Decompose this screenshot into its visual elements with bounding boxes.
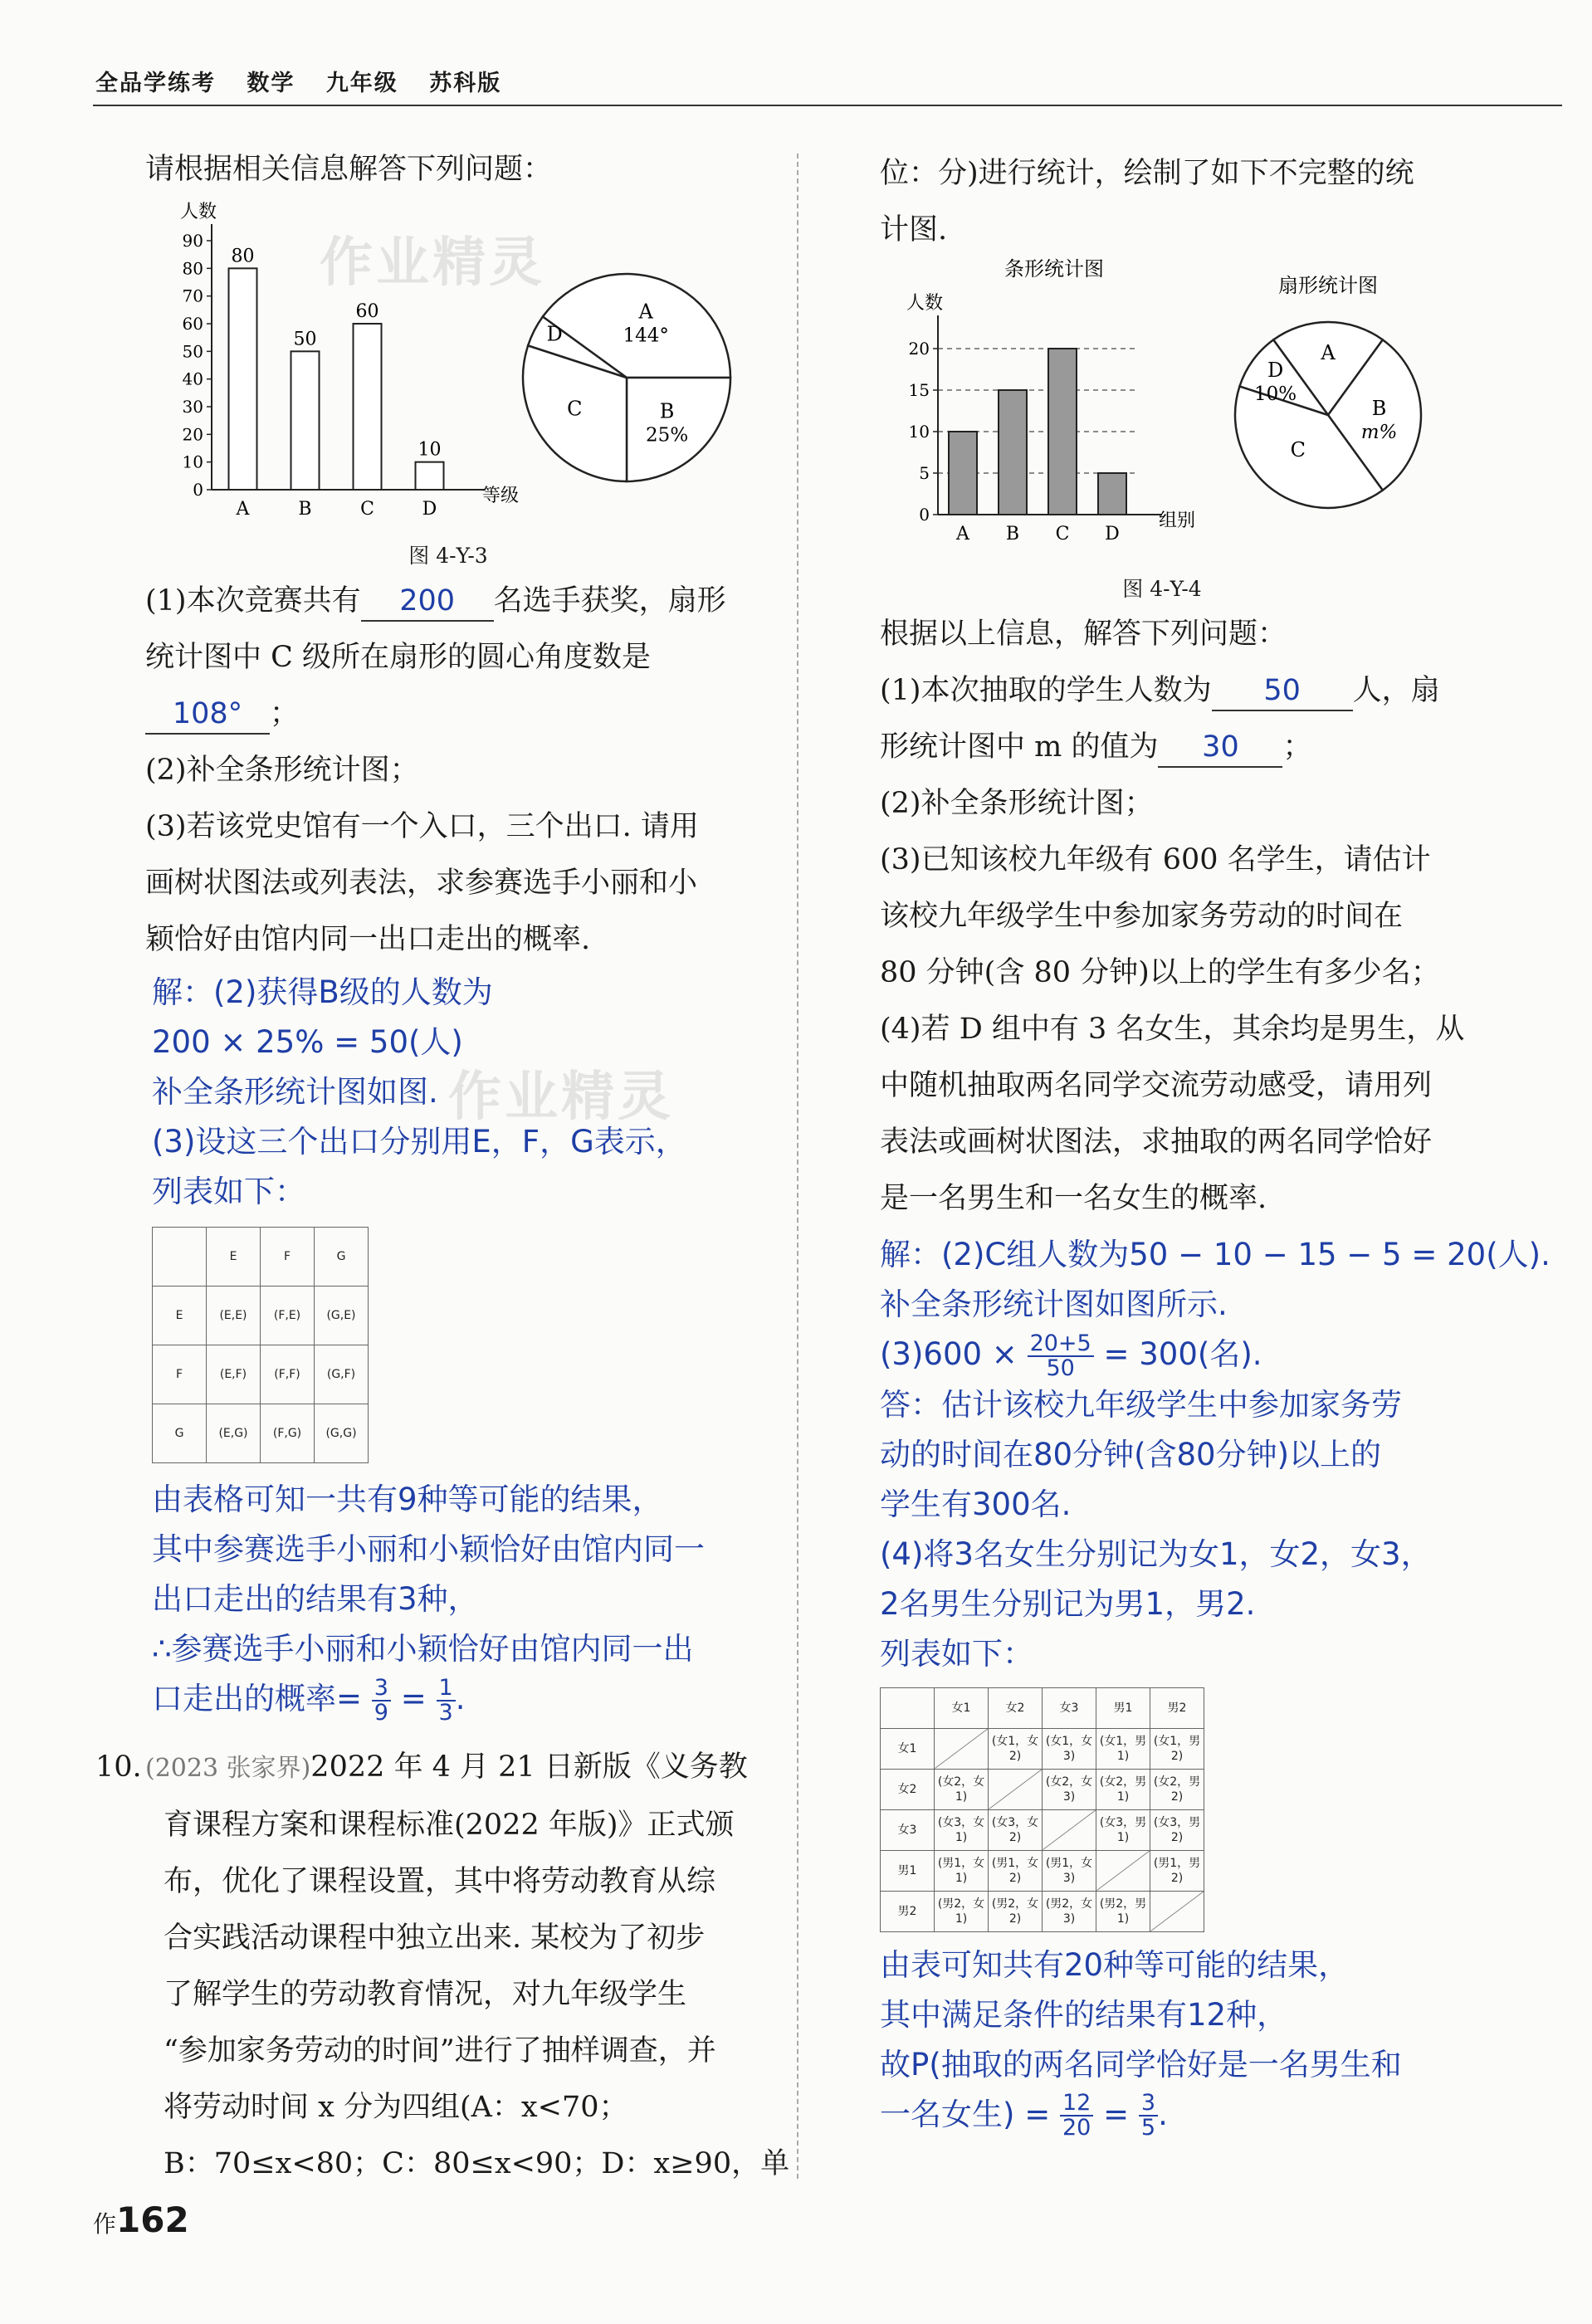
solution-final: 口走出的概率= $\frac{3}{9}$ = $\frac{1}{3}$ . [152,1674,466,1726]
question-line: 位：分)进行统计，绘制了如下不完整的统 [880,157,1414,190]
footer-prefix: 作 [93,2210,117,2238]
table-header: F [261,1228,315,1286]
q2-text: (2)补全条形统计图； [880,787,1154,820]
page-number: 162 [116,2200,189,2240]
table-header: G [315,1228,369,1286]
q3-text: 画树状图法或列表法，求参赛选手小丽和小 [145,867,698,900]
y-tick-label: 40 [182,369,203,389]
solution-line: 列表如下： [880,1635,1033,1672]
chart-title: 扇形统计图 [1278,274,1378,297]
solution-line: 补全条形统计图如图. [152,1074,438,1110]
q3-text: (3)若该党史馆有一个入口，三个出口. 请用 [145,810,699,843]
pie-label: B [659,399,675,423]
table-row: F (E,F) (F,F) (G,F) [153,1345,369,1404]
solution-line: 补全条形统计图如图所示. [880,1286,1228,1322]
y-tick-label: 70 [182,286,203,306]
q1-text: 人，扇 [1352,674,1440,707]
solution-line: (3)设这三个出口分别用E，F，G表示， [152,1124,686,1160]
q3-text: 该校九年级学生中参加家务劳动的时间在 [880,900,1404,933]
intro-text: 请根据相关信息解答下列问题： [145,153,553,186]
x-tick-label: C [360,499,374,520]
question-source: (2023 张家界) [145,1754,311,1783]
question-number: 10. [95,1750,142,1784]
table-row: G (E,G) (F,G) (G,G) [153,1404,369,1463]
pie-annotation: m% [1360,422,1398,443]
q1-text: 统计图中 C 级所在扇形的圆心角度数是 [145,641,652,674]
right-column-top [880,145,1511,258]
x-tick-label: D [422,499,437,520]
bar-D [1098,473,1126,515]
bar-A [949,432,977,515]
solution-line: 答：估计该校九年级学生中参加家务劳 [880,1386,1402,1423]
x-axis-label: 等级 [481,486,520,506]
x-tick-label: D [1105,524,1120,544]
bar-A [229,268,257,490]
solution-line: 解：(2)C组人数为50 − 10 − 15 − 5 = 20(人). [880,1237,1550,1272]
solution-line: 其中满足条件的结果有12种， [880,1996,1288,2033]
x-tick-label: A [956,524,969,544]
x-axis-label: 组别 [1158,510,1196,531]
pie-label: C [567,397,583,421]
pie-annotation: 10% [1254,383,1297,405]
y-tick-label: 90 [182,231,203,251]
solution-line: (3)600 × $\frac{20+5}{50}$ = 300(名). [880,1330,1262,1381]
data-label: 50 [293,329,317,350]
q3-text: 颖恰好由馆内同一出口走出的概率. [145,923,591,956]
question-line: 育课程方案和课程标准(2022 年版)》正式颁 [164,1809,735,1842]
y-axis-label: 人数 [179,202,217,222]
q4-text: 中随机抽取两名同学交流劳动感受，请用列 [880,1069,1433,1102]
x-tick-label: C [1055,524,1070,544]
right-pie-chart [1220,266,1436,515]
grade: 九年级 [325,71,398,96]
figure-caption: 图 4-Y-4 [1122,577,1202,601]
x-tick-label: B [1005,524,1020,544]
y-tick-label: 20 [908,339,930,359]
y-tick-label: 0 [919,505,930,525]
series-name: 全品学练考 [95,71,216,96]
q4-text: 是一名男生和一名女生的概率. [880,1182,1267,1215]
q4-text: (4)若 D 组中有 3 名女生，其余均是男生，从 [880,1013,1465,1046]
q2-text: (2)补全条形统计图； [145,754,419,787]
left-pie-chart [515,266,739,490]
y-tick-label: 15 [908,380,930,400]
watermark: 作业精灵 [320,232,545,294]
header-rule [93,105,1562,106]
page-footer [93,2200,189,2240]
solution-line: ∴参赛选手小丽和小颖恰好由馆内同一出 [152,1631,694,1667]
pie-label: A [638,300,653,324]
data-label: 80 [231,246,255,267]
left-bar-chart [145,202,520,527]
y-tick-label: 10 [908,422,930,442]
question-line: 将劳动时间 x 分为四组(A：x<70； [164,2091,628,2124]
table-row: 女2 (女2，女1) (女2，女3) (女2，男1) (女2，男2) [881,1769,1204,1809]
solution-line: 动的时间在80分钟(含80分钟)以上的 [880,1436,1382,1472]
question-line: “参加家务劳动的时间”进行了抽样调查，并 [164,2034,716,2068]
table-row: 男2 (男2，女1) (男2，女2) (男2，女3) (男2，男1) [881,1891,1204,1931]
answer-blank-angle: 108° [145,695,270,735]
question-line: 计图. [880,213,948,247]
solution-line: 学生有300名. [880,1486,1072,1522]
q1-text: (1)本次竞赛共有 [145,584,361,618]
q3-text: (3)已知该校九年级有 600 名学生，请估计 [880,843,1431,876]
bar-B [291,351,320,490]
subject: 数学 [247,71,295,96]
solution-line: 解：(2)获得B级的人数为 [152,974,493,1010]
table-row: 男1 (男1，女1) (男1，女2) (男1，女3) (男1，男2) [881,1850,1204,1891]
intro-text: 根据以上信息，解答下列问题： [880,618,1287,651]
fraction: $\frac{20+5}{50}$ [1028,1332,1094,1380]
fraction: $\frac{3}{9}$ [372,1677,391,1725]
edition: 苏科版 [429,71,502,96]
left-questions [145,573,776,1725]
right-questions: 根据以上信息，解答下列问题： (1)本次抽取的学生人数为 50 人，扇 形统计图中 m 的值为 30 ； (2)补全条形统计图； (3)已知该校九年级有 600 名学生，请估计 该校九年级学生中参加家务劳动的时间在 80 分钟(含 80 分钟)以上的学生有多少名； (4)若 D 组中有 3 名女生，其余均是男生，从 中随机抽取两名同学交流劳动感受，请用列 表法或画树状图法，求抽取的两名同学恰好 是一名男生和一名女生的概率. 解：(2)C组人数为50 − 10 − 15 − 5 = 20(人). 补全条形统计图如图所示. (3)600 × $\frac{20+5}{50}$ = 300(名). 答：估计该校九年级学生中参加家务劳 动的时间在80分钟(含80分钟)以上的 学生有300名. (4)将3名女生分别记为女1，女2，女3， 2名男生分别记为男1，男2. 列表如下： 女1 女2 女3 男1 男2 女1 (女1，女2) (女1，女3) (女1，男1) (女1，男2) 女2 (女2，女1) (女2，女3) (女2，男1) (女2，男2) 女3 (女3，女1) (女3，女2) (女3，男1) (女3，男2) 男1 (男1，女1) (男1，女2) (男1，女3) (男1，男2) 男2 (男2，女1) (男2，女2) (男2，女3) (男2，男1) 由表可知共有20种等可能的结果， 其中满足条件的结果有12种， 故P(抽取的两名同学恰好是一名男生和 一名女生) = $\frac{12}{20}$ = $\frac{3}{5}$ . [880,606,1511,2140]
bar-D [416,462,444,490]
pie-label: D [1267,358,1284,382]
bar-C [1048,349,1077,515]
pie-annotation: 25% [646,424,689,447]
figure-caption: 图 4-Y-3 [408,544,488,568]
question-line: 合实践活动课程中独立出来. 某校为了初步 [164,1921,706,1955]
y-axis-label: 人数 [906,293,944,314]
q3-text: 80 分钟(含 80 分钟)以上的学生有多少名； [880,956,1440,989]
fraction: $\frac{1}{3}$ [437,1677,456,1725]
outcome-table [152,1227,369,1463]
y-tick-label: 5 [919,463,930,483]
table-row: E (E,E) (F,E) (G,E) [153,1286,369,1345]
answer-blank-m: 30 [1158,728,1282,768]
solution-line: (4)将3名女生分别记为女1，女2，女3， [880,1536,1432,1572]
right-bar-chart [880,257,1228,556]
pie-label: C [1290,437,1306,461]
data-label: 10 [418,439,442,461]
answer-blank-count: 50 [1212,671,1353,711]
pie-label: A [1321,340,1336,364]
x-tick-label: B [298,499,312,520]
q1-text: 名选手获奖，扇形 [493,584,726,618]
solution-line: 列表如下： [152,1174,305,1209]
y-tick-label: 0 [193,480,203,500]
solution-line: 200 × 25% = 50(人) [152,1024,463,1060]
q4-text: 表法或画树状图法，求抽取的两名同学恰好 [880,1125,1433,1159]
fraction: $\frac{3}{5}$ [1139,2092,1158,2140]
solution-line: 2名男生分别记为男1，男2. [880,1585,1256,1622]
pie-label: B [1371,397,1387,420]
y-tick-label: 10 [182,452,203,472]
solution-line: 故P(抽取的两名同学恰好是一名男生和 [880,2046,1402,2082]
data-label: 60 [355,301,379,322]
table-header [153,1228,207,1286]
watermark: 作业精灵 [448,1067,674,1128]
chart-title: 条形统计图 [1004,257,1104,281]
bar-C [354,324,382,490]
table-row: 女3 (女3，女1) (女3，女2) (女3，男1) (女3，男2) [881,1809,1204,1850]
solution-line: 由表格可知一共有9种等可能的结果， [152,1482,663,1517]
question-10: 10. (2023 张家界)2022 年 4 月 21 日新版《义务教 育课程方案和课程标准(2022 年版)》正式颁 布，优化了课程设置，其中将劳动教育从综 合实践活动课程中独立出来. 某校为了初步 了解学生的劳动教育情况，对九年级学生 “参加家务劳动的时间”进行了抽样调查，并 将劳动时间 x 分为四组(A：x<70； B：70≤x<80；C：80≤x<90；D：x≥90，单 [95,1739,789,2192]
y-tick-label: 60 [182,314,203,334]
left-column [145,141,776,198]
y-tick-label: 50 [182,341,203,362]
punctuation: ； [270,697,300,730]
solution-line: 由表可知共有20种等可能的结果， [880,1946,1350,1983]
fraction: $\frac{12}{20}$ [1060,2092,1093,2140]
q1-text: (1)本次抽取的学生人数为 [880,674,1212,707]
pie-annotation: 144° [623,325,669,347]
table-row: 女1 (女1，女2) (女1，女3) (女1，男1) (女1，男2) [881,1728,1204,1769]
y-tick-label: 30 [182,397,203,417]
question-line: 了解学生的劳动教育情况，对九年级学生 [164,1978,687,2011]
solution-final: 一名女生) = $\frac{12}{20}$ = $\frac{3}{5}$ . [880,2090,1168,2141]
question-line: B：70≤x<80；C：80≤x<90；D：x≥90，单 [164,2147,790,2180]
q1-text: 形统计图中 m 的值为 [880,730,1159,764]
pie-label: D [546,322,563,346]
bar-B [999,390,1027,515]
solution-line: 出口走出的结果有3种， [152,1581,479,1617]
answer-blank-total: 200 [361,582,494,622]
y-tick-label: 20 [182,424,203,445]
table-header: E [207,1228,261,1286]
y-tick-label: 80 [182,258,203,279]
question-line: 布，优化了课程设置，其中将劳动教育从综 [164,1865,716,1898]
outcome-table: 女1 女2 女3 男1 男2 女1 (女1，女2) (女1，女3) (女1，男1) (女1，男2) 女2 (女2，女1) (女2，女3) (女2，男1) (女2，男2) 女3 (女3，女1) (女3，女2) (女3，男1) (女3，男2) 男1 (男1，女1) (男1，女2) (男1，女3) (男1，男2) 男2 (男2，女1) (男2，女2) (男2，女3) (男2，男1) [880,1687,1204,1932]
column-divider [797,154,798,2179]
solution-line: 其中参赛选手小丽和小颖恰好由馆内同一 [152,1531,705,1567]
x-tick-label: A [236,499,250,520]
page-header [95,65,523,97]
